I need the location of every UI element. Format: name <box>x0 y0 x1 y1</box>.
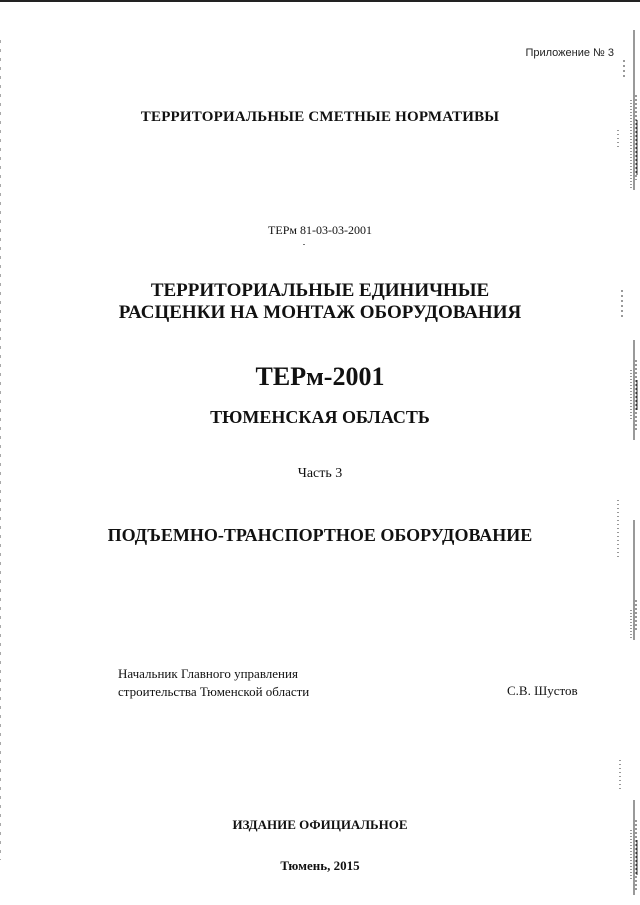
main-title-line-1: ТЕРРИТОРИАЛЬНЫЕ ЕДИНИЧНЫЕ <box>150 280 490 301</box>
signatory-title <box>118 665 309 701</box>
signatory-title-line-2: строительства Тюменской области <box>118 684 310 699</box>
part-label: Часть 3 <box>297 466 343 481</box>
signatory-title-line-1: Начальник Главного управления <box>118 666 298 681</box>
header-title: ТЕРРИТОРИАЛЬНЫЕ СМЕТНЫЕ НОРМАТИВЫ <box>140 109 500 125</box>
brand-title: ТЕРм-2001 <box>255 362 385 391</box>
signatory-name: С.В. Шустов <box>507 683 578 698</box>
region-title: ТЮМЕНСКАЯ ОБЛАСТЬ <box>210 407 430 427</box>
scan-top-edge <box>0 0 640 2</box>
document-code: ТЕРм 81-03-03-2001 <box>268 223 372 237</box>
main-title-line-2: РАСЦЕНКИ НА МОНТАЖ ОБОРУДОВАНИЯ <box>118 302 522 323</box>
edition-label: ИЗДАНИЕ ОФИЦИАЛЬНОЕ <box>232 817 408 832</box>
scan-speck <box>303 244 305 245</box>
scan-left-edge <box>0 40 1 860</box>
subject-title: ПОДЪЕМНО-ТРАНСПОРТНОЕ ОБОРУДОВАНИЕ <box>107 525 533 545</box>
city-year: Тюмень, 2015 <box>280 858 360 873</box>
scan-right-edge-marks <box>606 0 640 905</box>
main-title <box>0 280 640 324</box>
appendix-label: Приложение № 3 <box>525 47 614 59</box>
